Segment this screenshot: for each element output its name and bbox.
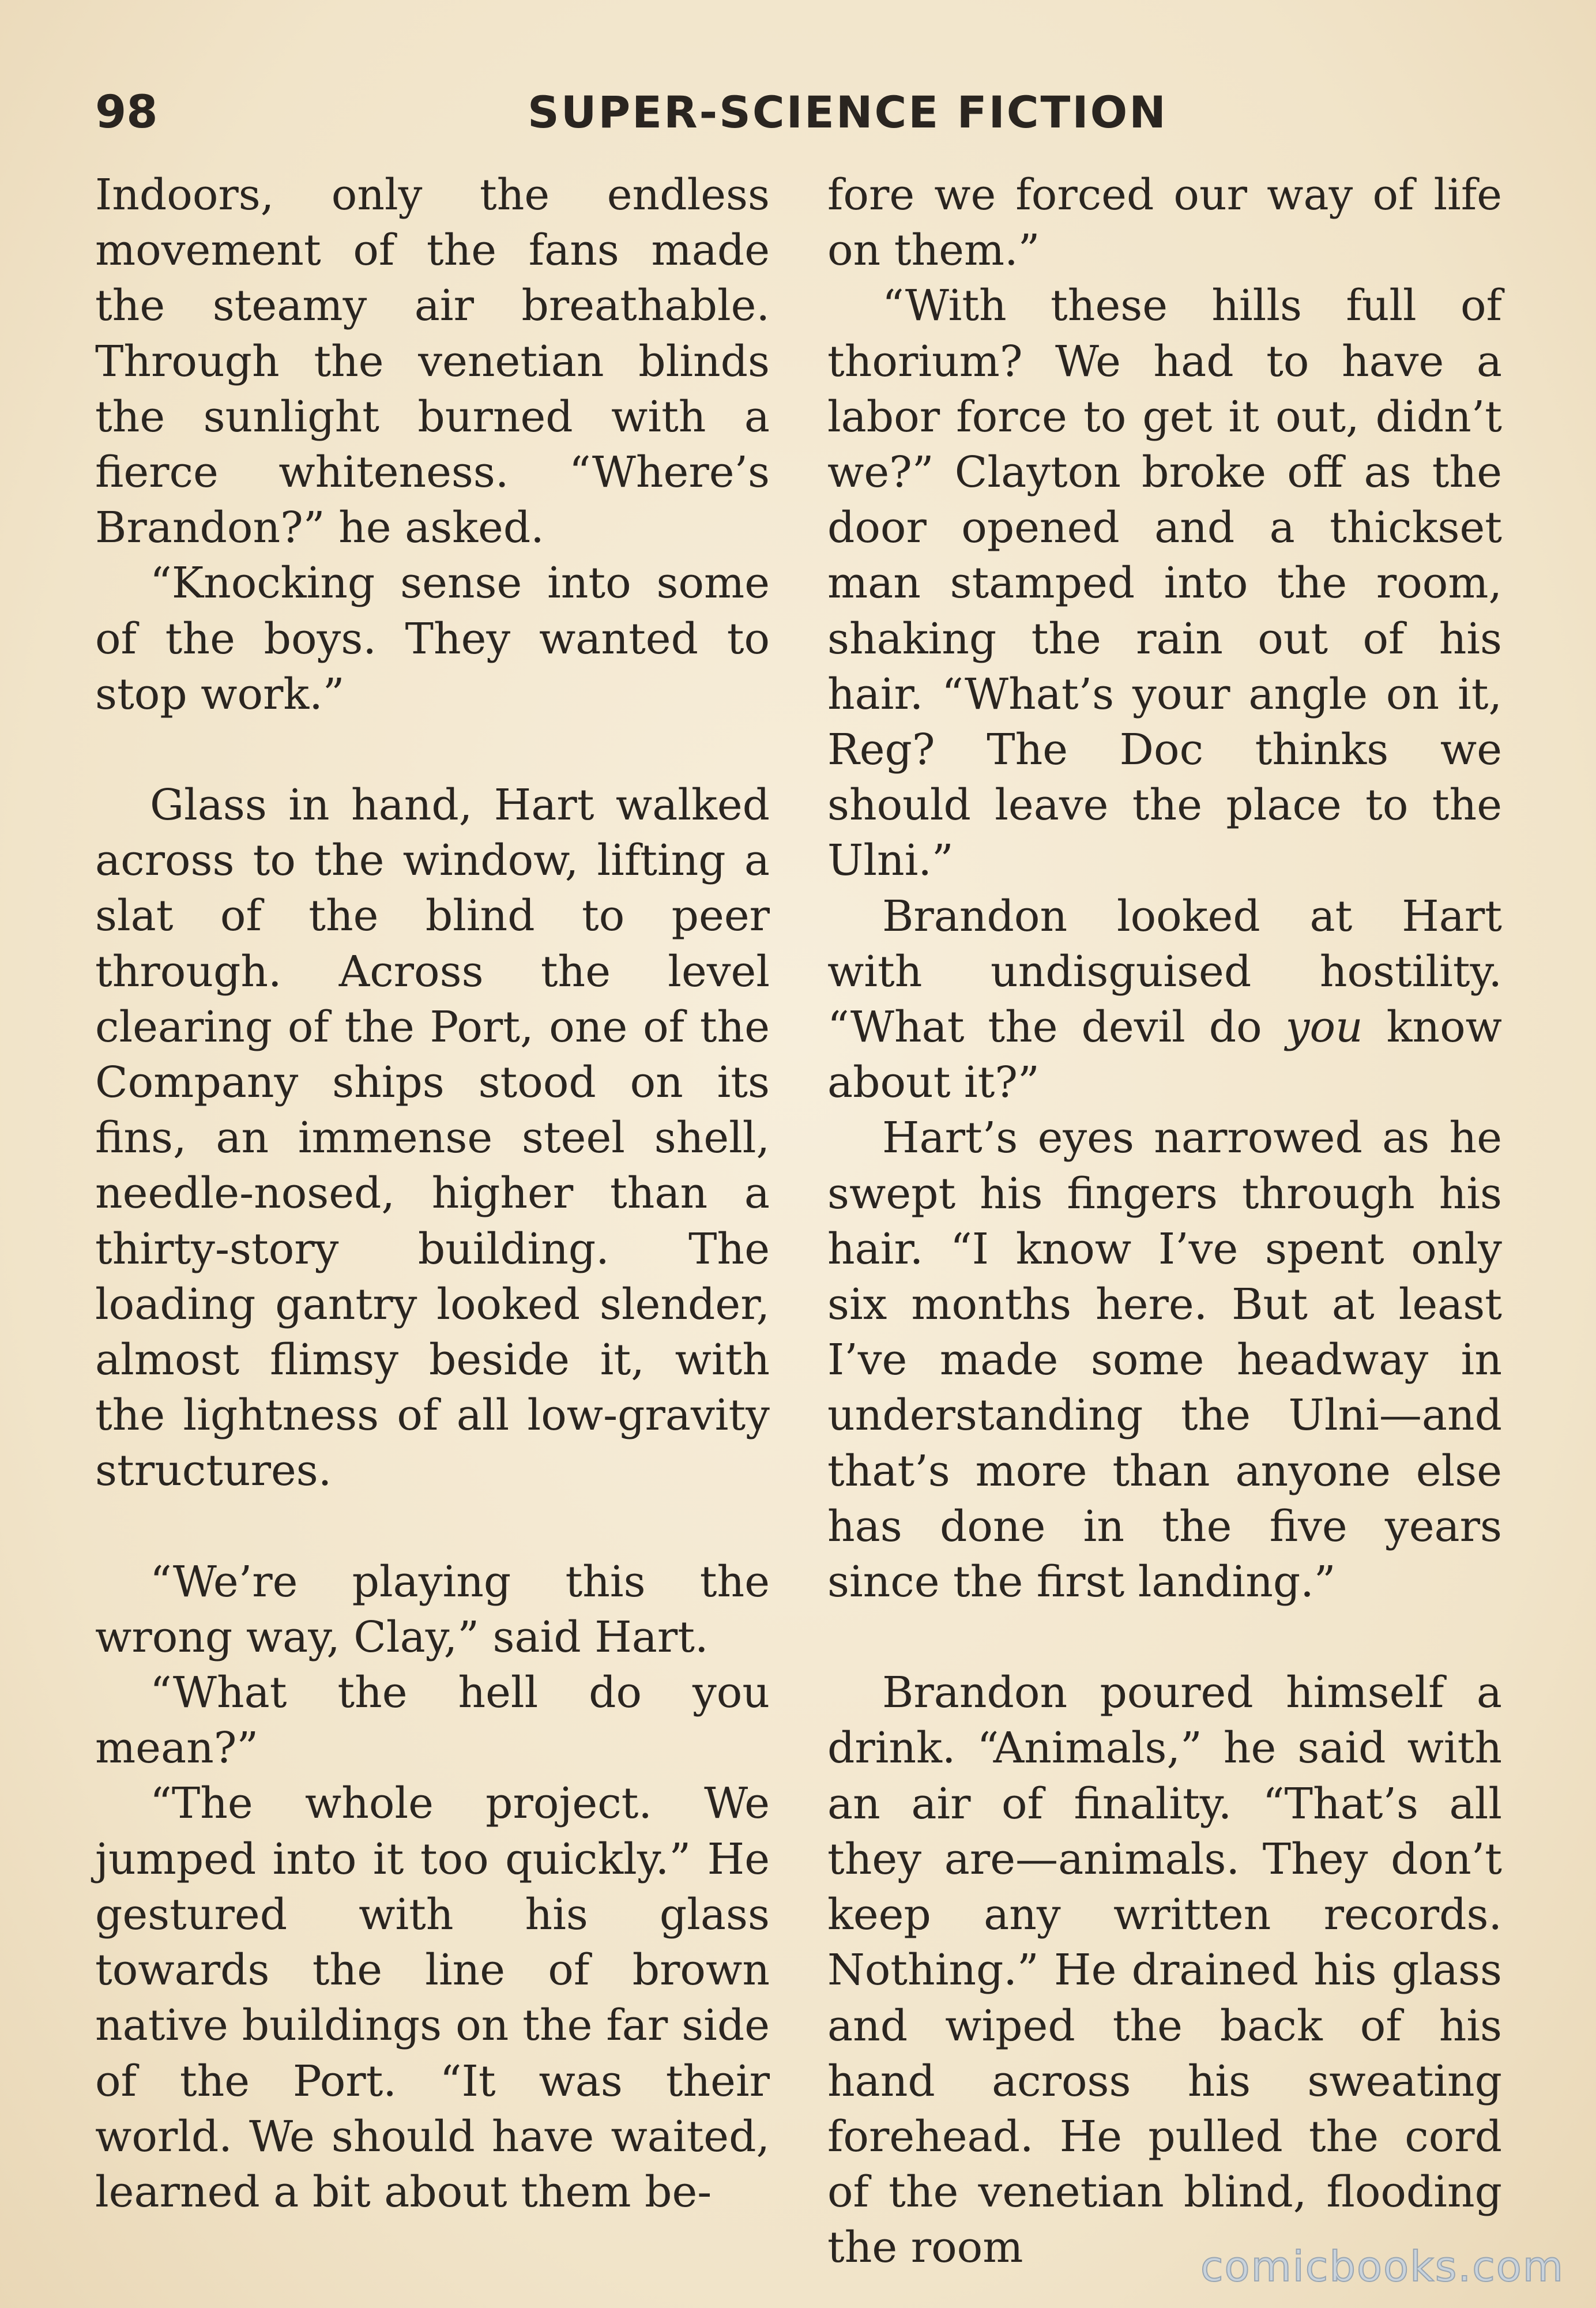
watermark-logo: comicbooks.com (1200, 2242, 1564, 2291)
emphasized-word: you (1285, 1002, 1363, 1052)
paragraph: Indoors, only the endless movement of the fans made the steamy air breathable. Through the venetian blinds the sunlight burned with a fierce whiteness. “Where’s Brandon?” he asked. (95, 170, 770, 553)
paragraph: Hart’s eyes narrowed as he swept his fingers through his hair. “I know I’ve spent only six months here. But at least I’ve made some headway in understanding the Ulni—and that’s more than anyone else has done in the five years since the first landing.” (827, 1113, 1502, 1607)
right-column (827, 167, 1502, 2276)
paragraph (827, 889, 1502, 1111)
page-header (95, 87, 1508, 150)
paragraph: “What the hell do you mean?” (95, 1668, 770, 1773)
paragraph: fore we forced our way of life on them.” (827, 170, 1502, 276)
page-number: 98 (95, 87, 158, 138)
left-column (95, 167, 770, 2220)
paragraph: “Knocking sense into some of the boys. They wanted to stop work.” (95, 558, 770, 719)
paragraph: “The whole project. We jumped into it too quickly.” He gestured with his glass towards the line of brown native buildings on the far side of the Port. “It was their world. We should have waited, learned a bit about them be- (95, 1779, 770, 2217)
paragraph-text: Brandon looked at Hart with undisguised hostility. “What the devil do (827, 891, 1502, 1052)
paragraph: Brandon poured himself a drink. “Animals,” he said with an air of finality. “That’s all they are—animals. They don’t keep any written records. Nothing.” He drained his glass and wiped the back of his hand across his sweating forehead. He pulled the cord of the venetian blind, flooding the room (827, 1668, 1502, 2273)
paragraph: Glass in hand, Hart walked across to the window, lifting a slat of the blind to peer through. Across the level clearing of the Port, one of the Company ships stood on its fins, an immense steel shell, needle-nosed, higher than a thirty-story building. The loading gantry looked slender, almost flimsy beside it, with the lightness of all low-gravity structures. (95, 780, 770, 1496)
paragraph: “With these hills full of thorium? We had to have a labor force to get it out, didn’t we?” Clayton broke off as the door opened and a thickset man stamped into the room, shaking the rain out of his hair. “What’s your angle on it, Reg? The Doc thinks we should leave the place to the Ulni.” (827, 281, 1502, 886)
running-title: SUPER-SCIENCE FICTION (528, 87, 1168, 138)
paragraph-text: know about it?” (827, 1002, 1503, 1108)
paragraph: “We’re playing this the wrong way, Clay,” said Hart. (95, 1557, 770, 1662)
